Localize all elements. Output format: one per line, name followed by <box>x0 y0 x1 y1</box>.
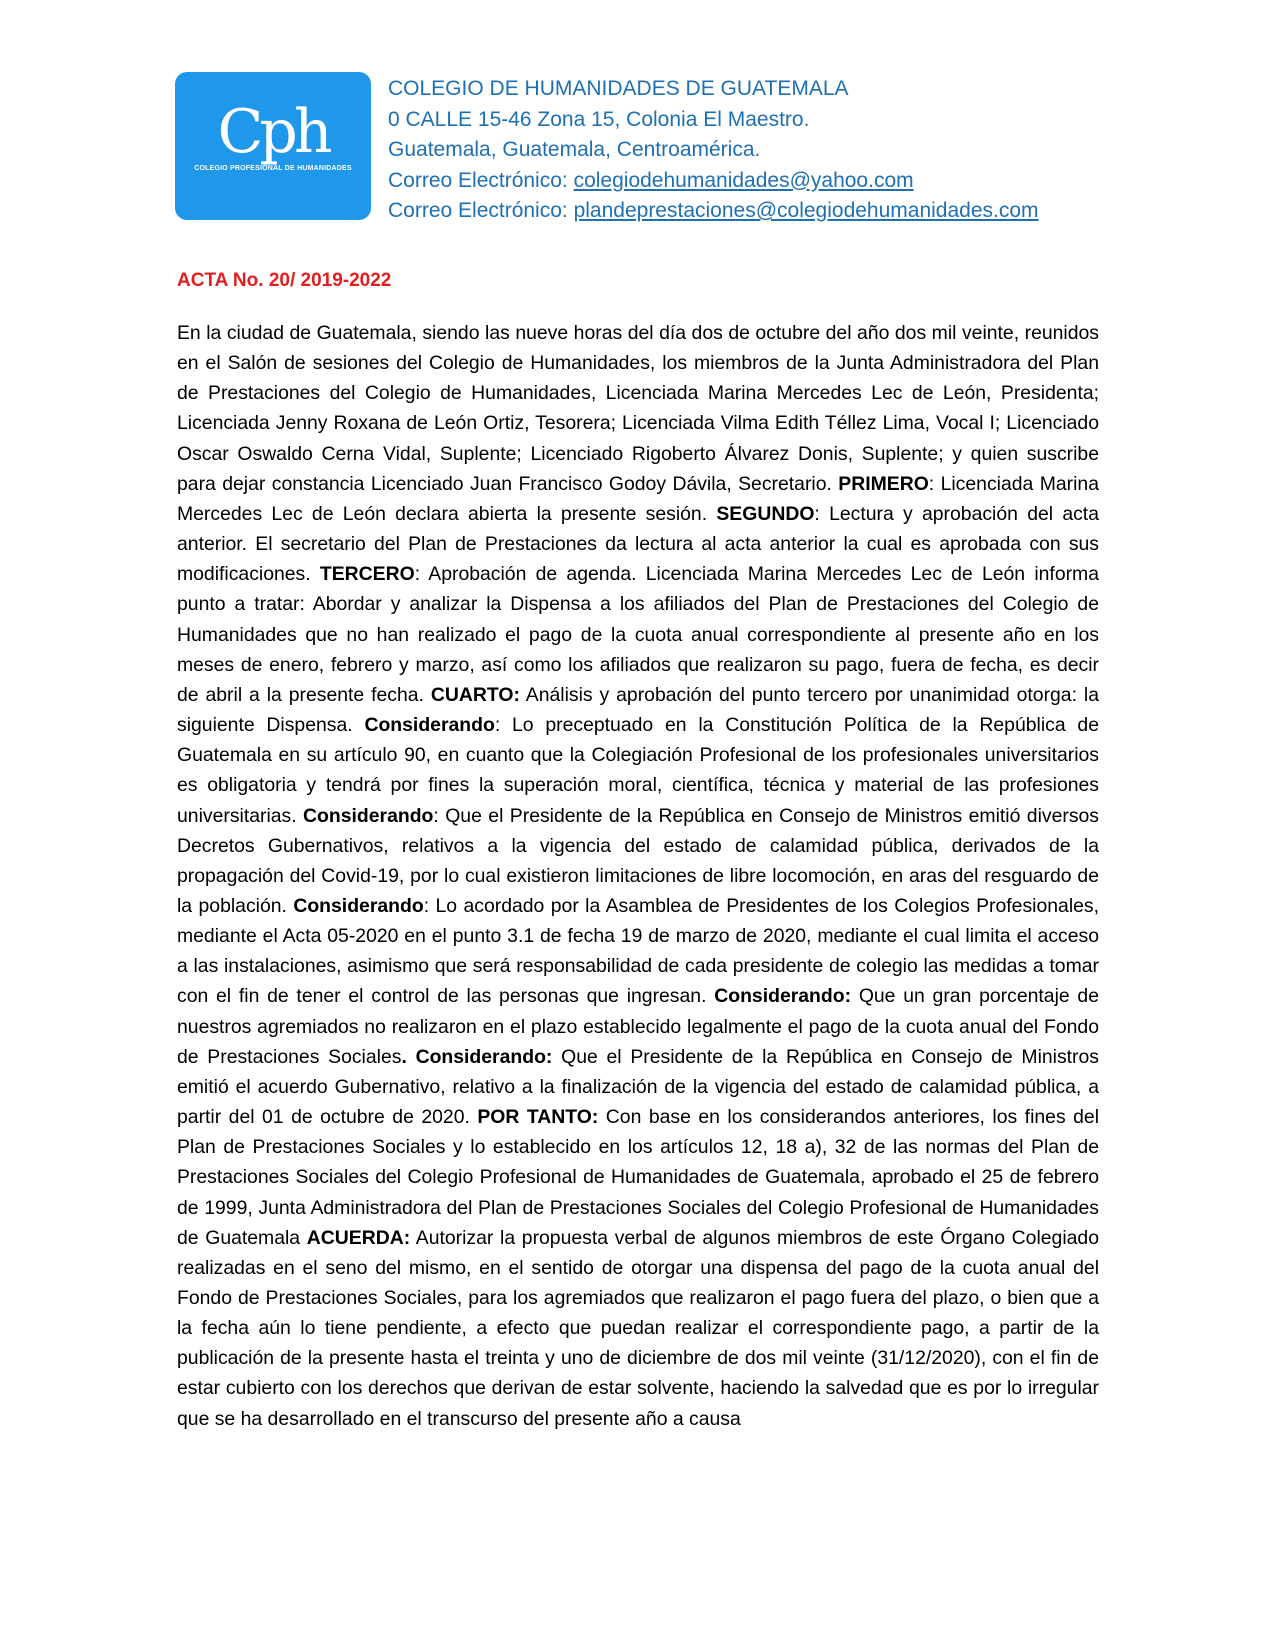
keyword-por-tanto: POR TANTO: <box>477 1106 599 1129</box>
keyword-considerando: . Considerando: <box>401 1045 553 1068</box>
body-text: Autorizar la propuesta verbal de algunos miembros de este Órgano Colegiado realizadas en el seno del mismo, en el sentido de otorgar una dispensa del pago de la cuota anual del Fondo de Prestaciones Sociales, para los agremiados que realizaron el pago fuera del plazo, o bien que a la fecha aún lo tiene pendiente, a efecto que puedan realizar el correspondiente pago, a partir de la publicación de la presente hasta el treinta y uno de diciembre de dos mil veinte (31/12/2020), con el fin de estar cubierto con los derechos que derivan de estar solvente, haciendo la salvedad que es por lo irregular que se ha desarrollado en el transcurso del presente año a causa <box>177 1226 1099 1430</box>
body-text: Que el Presidente de la República en Consejo de Ministros emitió el acuerdo Gubernativo, relativo a la finalización de la vigencia del estado de calamidad pública, a partir del 01 de octubre de 2020. <box>177 1045 1099 1129</box>
keyword-segundo: SEGUNDO <box>716 502 815 525</box>
logo-mark: Cph <box>217 97 329 167</box>
address-line: 0 CALLE 15-46 Zona 15, Colonia El Maestro. <box>388 107 810 131</box>
keyword-considerando: Considerando: <box>714 985 852 1008</box>
body-text: : Lo acordado por la Asamblea de Presidentes de los Colegios Profesionales, mediante el Acta 05-2020 en el punto 3.1 de fecha 19 de marzo de 2020, mediante el cual limita el acceso a las instalaciones, asimismo que será responsabilidad de cada presidente de colegio las medidas a tomar con el fin de tener el control de las personas que ingresan. <box>177 894 1099 1008</box>
body-text: En la ciudad de Guatemala, siendo las nueve horas del día dos de octubre del año dos mil veinte, reunidos en el Salón de sesiones del Colegio de Humanidades, los miembros de la Junta Administradora del Plan de Prestaciones del Colegio de Humanidades, Licenciada Marina Mercedes Lec de León, Presidenta; Licenciada Jenny Roxana de León Ortiz, Tesorera; Licenciada Vilma Edith Téllez Lima, Vocal I; Licenciado Oscar Oswaldo Cerna Vidal, Suplente; Licenciado Rigoberto Álvarez Donis, Suplente; y quien suscribe para dejar constancia Licenciado Juan Francisco Godoy Dávila, Secretario. <box>177 322 1099 495</box>
keyword-cuarto: CUARTO: <box>430 683 520 706</box>
email-line-1 <box>388 166 1039 197</box>
keyword-considerando: Considerando <box>293 894 424 917</box>
logo-caption: COLEGIO PROFESIONAL DE HUMANIDADES <box>194 165 352 172</box>
email-link-1[interactable]: colegiodehumanidades@yahoo.com <box>573 168 914 192</box>
body-text: : Licenciada Marina Mercedes Lec de León declara abierta la presente sesión. <box>177 472 1099 525</box>
body-text: : Aprobación de agenda. Licenciada Marina Mercedes Lec de León informa punto a tratar: Abordar y analizar la Dispensa a los afiliados del Plan de Prestaciones del Colegio de Humanidades que no han realizado el pago de la cuota anual correspondiente al presente año en los meses de enero, febrero y marzo, así como los afiliados que realizaron su pago, fuera de fecha, es decir de abril a la presente fecha. <box>177 563 1099 706</box>
email-label: Correo Electrónico: <box>388 199 574 222</box>
letterhead <box>388 74 1039 227</box>
keyword-considerando: Considerando <box>303 804 434 827</box>
email-label: Correo Electrónico: <box>388 168 574 192</box>
body-text: Análisis y aprobación del punto tercero por unanimidad otorga: la siguiente Dispensa. <box>177 683 1099 737</box>
city-line: Guatemala, Guatemala, Centroamérica. <box>388 138 761 161</box>
keyword-acuerda: ACUERDA: <box>306 1226 411 1249</box>
email-link-2[interactable]: plandeprestaciones@colegiodehumanidades.com <box>573 199 1039 222</box>
body-text: : Lo preceptuado en la Constitución Política de la República de Guatemala en su artículo 90, en cuanto que la Colegiación Profesional de los profesionales universitarios es obligatoria y tendrá por fines la superación moral, científica, técnica y material de las profesiones universitarias. <box>177 714 1099 827</box>
body-text: Con base en los considerandos anteriores, los fines del Plan de Prestaciones Sociales y lo establecido en los artículos 12, 18 a), 32 de las normas del Plan de Prestaciones Sociales del Colegio Profesional de Humanidades de Guatemala, aprobado el 25 de febrero de 1999, Junta Administradora del Plan de Prestaciones Sociales del Colegio Profesional de Humanidades de Guatemala <box>177 1106 1100 1249</box>
acta-body <box>177 318 1099 1434</box>
keyword-tercero: TERCERO <box>319 563 415 586</box>
body-text: : Que el Presidente de la República en Consejo de Ministros emitió diversos Decretos Gubernativos, relativos a la vigencia del estado de calamidad pública, derivados de la propagación del Covid-19, por lo cual existieron limitaciones de libre locomoción, en aras del resguardo de la población. <box>177 804 1099 917</box>
keyword-considerando: Considerando <box>364 714 495 737</box>
body-text: Que un gran porcentaje de nuestros agremiados no realizaron en el plazo establecido legalmente el pago de la cuota anual del Fondo de Prestaciones Sociales <box>177 985 1099 1068</box>
keyword-primero: PRIMERO <box>838 472 929 495</box>
college-logo <box>175 72 371 220</box>
institution-name: COLEGIO DE HUMANIDADES DE GUATEMALA <box>388 77 849 100</box>
acta-title: ACTA No. 20/ 2019-2022 <box>177 270 392 291</box>
body-text: : Lectura y aprobación del acta anterior. El secretario del Plan de Prestaciones da lectura al acta anterior la cual es aprobada con sus modificaciones. <box>177 502 1099 586</box>
email-line-2 <box>388 196 1039 227</box>
